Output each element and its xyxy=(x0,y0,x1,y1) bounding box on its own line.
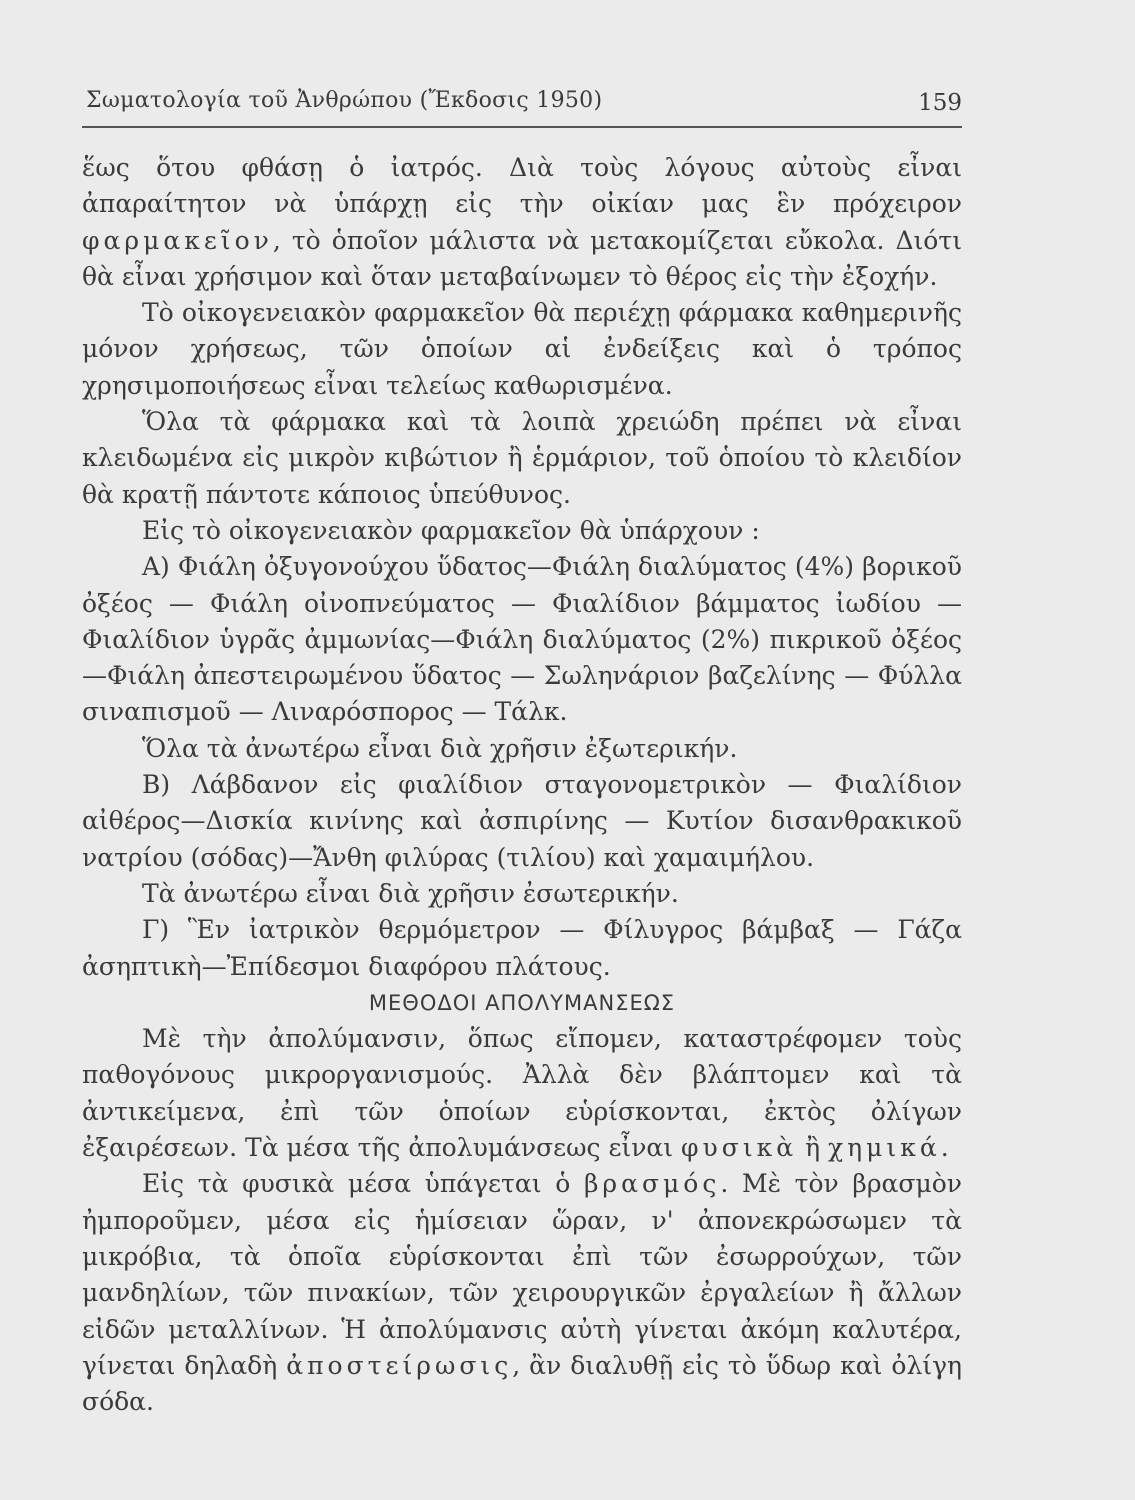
paragraph-2: Τὸ οἰκογενειακὸν φαρμακεῖον θὰ περιέχῃ φάρμακα καθημερινῆς μόνον χρήσεως, τῶν ὁποίων αἱ ἐνδείξεις καὶ ὁ τρόπος χρησιμοποιήσεως εἶναι τελείως καθωρισμένα. xyxy=(82,298,962,400)
paragraph-6: Ὅλα τὰ ἀνωτέρω εἶναι διὰ χρῆσιν ἐξωτερικήν. xyxy=(142,733,738,763)
emphasis-chemical: χημικά xyxy=(828,1133,941,1163)
page-number: 159 xyxy=(918,90,962,116)
list-a: Α) Φιάλη ὀξυγονούχου ὕδατος—Φιάλη διαλύματος (4%) βορικοῦ ὀξέος — Φιάλη οἰνοπνεύματος — Φιαλίδιον βάμματος ἰωδίου — Φιαλίδιον ὑγρᾶς ἀμμωνίας—Φιάλη διαλύματος (2%) πικρικοῦ ὀξέος —Φιάλη ἀπεστειρωμένου ὕδατος — Σωληνάριον βαζελίνης — Φύλλα σιναπισμοῦ — Λιναρόσπορος — Τάλκ. xyxy=(82,552,962,727)
paragraph-8: Τὰ ἀνωτέρω εἶναι διὰ χρῆσιν ἐσωτερικήν. xyxy=(142,878,679,908)
emphasis-physical: φυσικὰ xyxy=(681,1133,798,1163)
paragraph-1: ἕως ὅτου φθάσῃ ὁ ἰατρός. Διὰ τοὺς λόγους αὐτοὺς εἶναι ἀπαραίτητον νὰ ὑπάρχῃ εἰς τὴν οἰκίαν μας ἓν πρόχειρον φαρμακεῖον, τὸ ὁποῖον μάλιστα νὰ μετακομίζεται εὔκολα. Διότι θὰ εἶναι χρήσιμον καὶ ὅταν μεταβαίνωμεν τὸ θέρος εἰς τὴν ἐξοχήν. xyxy=(82,153,962,291)
paragraph-11: Εἰς τὰ φυσικὰ μέσα ὑπάγεται ὁ βρασμός. Μὲ τὸν βρασμὸν ἠμποροῦμεν, μέσα εἰς ἡμίσειαν ὥραν, ν' ἀπονεκρώσωμεν τὰ μικρόβια, τὰ ὁποῖα εὑρίσκονται ἐπὶ τῶν ἐσωρρούχων, τῶν μανδηλίων, τῶν πινακίων, τῶν χειρουργικῶν ἐργαλείων ἢ ἄλλων εἰδῶν μεταλλίνων. Ἡ ἀπολύμανσις αὐτὴ γίνεται ἀκόμη καλυτέρα, γίνεται δηλαδὴ ἀποστείρωσις, ἂν διαλυθῇ εἰς τὸ ὕδωρ καὶ ὀλίγη σόδα. xyxy=(82,1169,963,1417)
emphasis-pharmacy: φαρμακεῖον xyxy=(82,225,273,255)
section-heading: ΜΕΘΟΔΟΙ ΑΠΟΛΥΜΑΝΣΕΩΣ xyxy=(368,990,676,1015)
paragraph-3: Ὅλα τὰ φάρμακα καὶ τὰ λοιπὰ χρειώδη πρέπει νὰ εἶναι κλειδωμένα εἰς μικρὸν κιβώτιον ἢ ἑρμάριον, τοῦ ὁποίου τὸ κλειδίον θὰ κρατῇ πάντοτε κάποιος ὑπεύθυνος. xyxy=(82,407,962,509)
paragraph-10: Μὲ τὴν ἀπολύμανσιν, ὅπως εἴπομεν, καταστρέφομεν τοὺς παθογόνους μικροργανισμούς. Ἀλλὰ δὲν βλάπτομεν καὶ τὰ ἀντικείμενα, ἐπὶ τῶν ὁποίων εὑρίσκονται, ἐκτὸς ὀλίγων ἐξαιρέσεων. Τὰ μέσα τῆς ἀπολυμάνσεως εἶναι φυσικὰ ἢ χημικά. xyxy=(82,1024,962,1163)
list-b: Β) Λάβδανον εἰς φιαλίδιον σταγονομετρικὸν — Φιαλίδιον αἰθέρος—Δισκία κινίνης καὶ ἀσπιρίνης — Κυτίον δισανθρακικοῦ νατρίου (σόδας)—Ἄνθη φιλύρας (τιλίου) καὶ χαμαιμήλου. xyxy=(82,770,962,872)
page-body xyxy=(82,150,962,1420)
page-header xyxy=(82,86,962,128)
emphasis-boiling: βρασμός xyxy=(583,1169,721,1199)
paragraph-4: Εἰς τὸ οἰκογενειακὸν φαρμακεῖον θὰ ὑπάρχουν : xyxy=(142,515,760,545)
list-c: Γ) Ἓν ἰατρικὸν θερμόμετρον — Φίλυγρος βάμβαξ — Γάζα ἀσηπτικὴ—Ἐπίδεσμοι διαφόρου πλάτους. xyxy=(82,915,962,981)
emphasis-sterilization: ἀποστείρωσις xyxy=(286,1350,513,1380)
running-title: Σωματολογία τοῦ Ἀνθρώπου (Ἔκδοσις 1950) xyxy=(86,88,603,113)
